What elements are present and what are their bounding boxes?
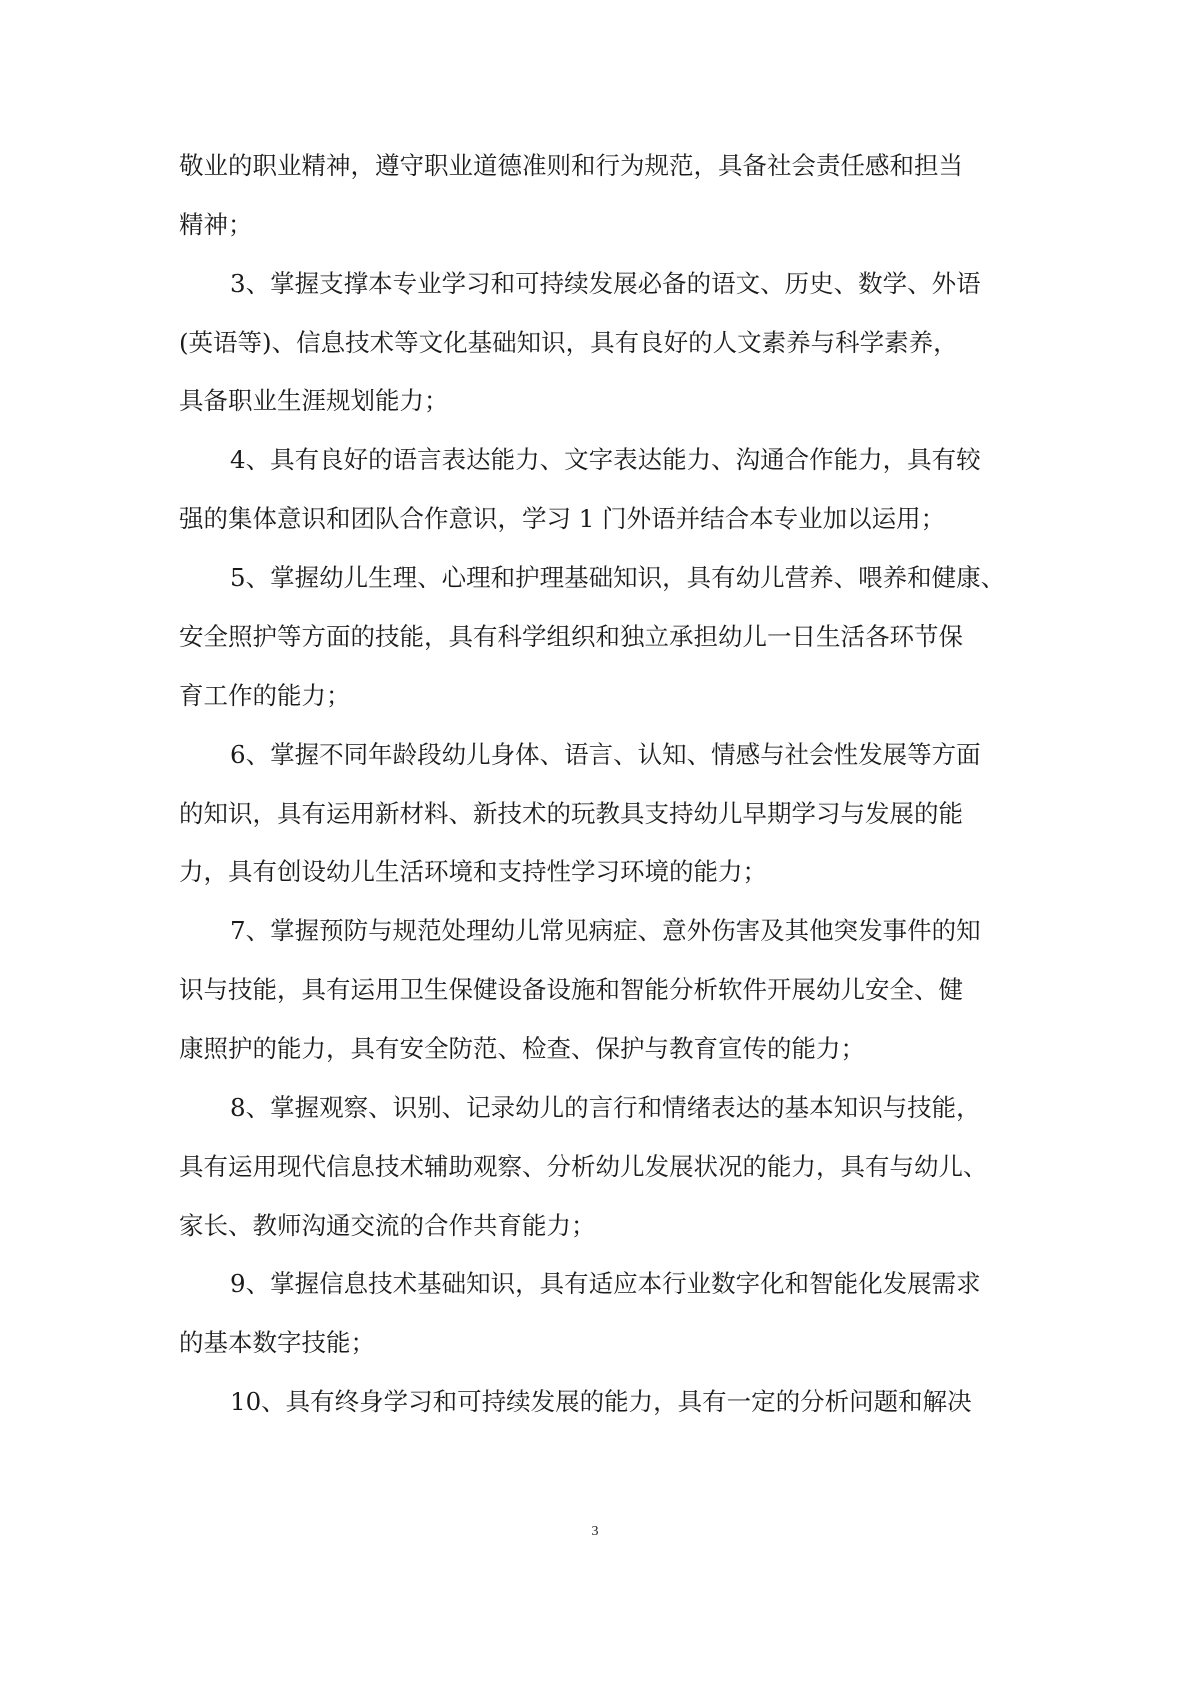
text-line-content: 具备职业生涯规划能力； <box>179 386 449 415</box>
text-line-content: 识与技能，具有运用卫生保健设备设施和智能分析软件开展幼儿安全、健 <box>179 975 963 1004</box>
text-line <box>0 1147 1190 1187</box>
text-line-content: 6、掌握不同年龄段幼儿身体、语言、认知、情感与社会性发展等方面 <box>230 740 981 769</box>
text-line-content: 10、具有终身学习和可持续发展的能力，具有一定的分析问题和解决 <box>230 1387 972 1416</box>
text-line-content: 精神； <box>179 210 253 239</box>
text-line <box>0 323 1190 363</box>
paragraph-first-line <box>0 440 1190 480</box>
paragraph-first-line <box>0 1088 1190 1128</box>
paragraph-first-line <box>0 1382 1190 1422</box>
paragraph-first-line <box>0 911 1190 951</box>
text-line-content: 的基本数字技能； <box>179 1328 375 1357</box>
text-line-content: 8、掌握观察、识别、记录幼儿的言行和情绪表达的基本知识与技能， <box>230 1093 981 1122</box>
text-line-content: 康照护的能力，具有安全防范、检查、保护与教育宣传的能力； <box>179 1034 865 1063</box>
text-line <box>0 146 1190 186</box>
text-line-content: 4、具有良好的语言表达能力、文字表达能力、沟通合作能力，具有较 <box>230 445 981 474</box>
text-line <box>0 617 1190 657</box>
text-line-content: 具有运用现代信息技术辅助观察、分析幼儿发展状况的能力，具有与幼儿、 <box>179 1152 988 1181</box>
text-line-content: 安全照护等方面的技能，具有科学组织和独立承担幼儿一日生活各环节保 <box>179 622 963 651</box>
text-line-content: 5、掌握幼儿生理、心理和护理基础知识，具有幼儿营养、喂养和健康、 <box>230 563 1006 592</box>
text-line <box>0 676 1190 716</box>
paragraph-first-line <box>0 1264 1190 1304</box>
text-line-content: 3、掌握支撑本专业学习和可持续发展必备的语文、历史、数学、外语 <box>230 269 981 298</box>
page-number: 3 <box>591 1524 599 1539</box>
text-line <box>0 1323 1190 1363</box>
text-line <box>0 381 1190 421</box>
paragraph-first-line <box>0 264 1190 304</box>
text-line-content: 7、掌握预防与规范处理幼儿常见病症、意外伤害及其他突发事件的知 <box>230 916 981 945</box>
text-line-content: 家长、教师沟通交流的合作共育能力； <box>179 1211 596 1240</box>
text-line-content: 9、掌握信息技术基础知识，具有适应本行业数字化和智能化发展需求 <box>230 1269 981 1298</box>
text-line-content: 力，具有创设幼儿生活环境和支持性学习环境的能力； <box>179 857 767 886</box>
paragraph-first-line <box>0 735 1190 775</box>
text-line <box>0 852 1190 892</box>
paragraph-first-line <box>0 558 1190 598</box>
text-line <box>0 499 1190 539</box>
text-line <box>0 970 1190 1010</box>
text-line <box>0 1206 1190 1246</box>
text-line-content: 敬业的职业精神，遵守职业道德准则和行为规范，具备社会责任感和担当 <box>179 151 963 180</box>
text-line-content: 育工作的能力； <box>179 681 351 710</box>
text-line-content: 的知识，具有运用新材料、新技术的玩教具支持幼儿早期学习与发展的能 <box>179 799 963 828</box>
text-line <box>0 1029 1190 1069</box>
text-line-content: (英语等)、信息技术等文化基础知识，具有良好的人文素养与科学素养， <box>179 328 958 357</box>
text-line-content: 强的集体意识和团队合作意识，学习 1 门外语并结合本专业加以运用； <box>179 504 946 533</box>
text-line <box>0 205 1190 245</box>
text-line <box>0 794 1190 834</box>
